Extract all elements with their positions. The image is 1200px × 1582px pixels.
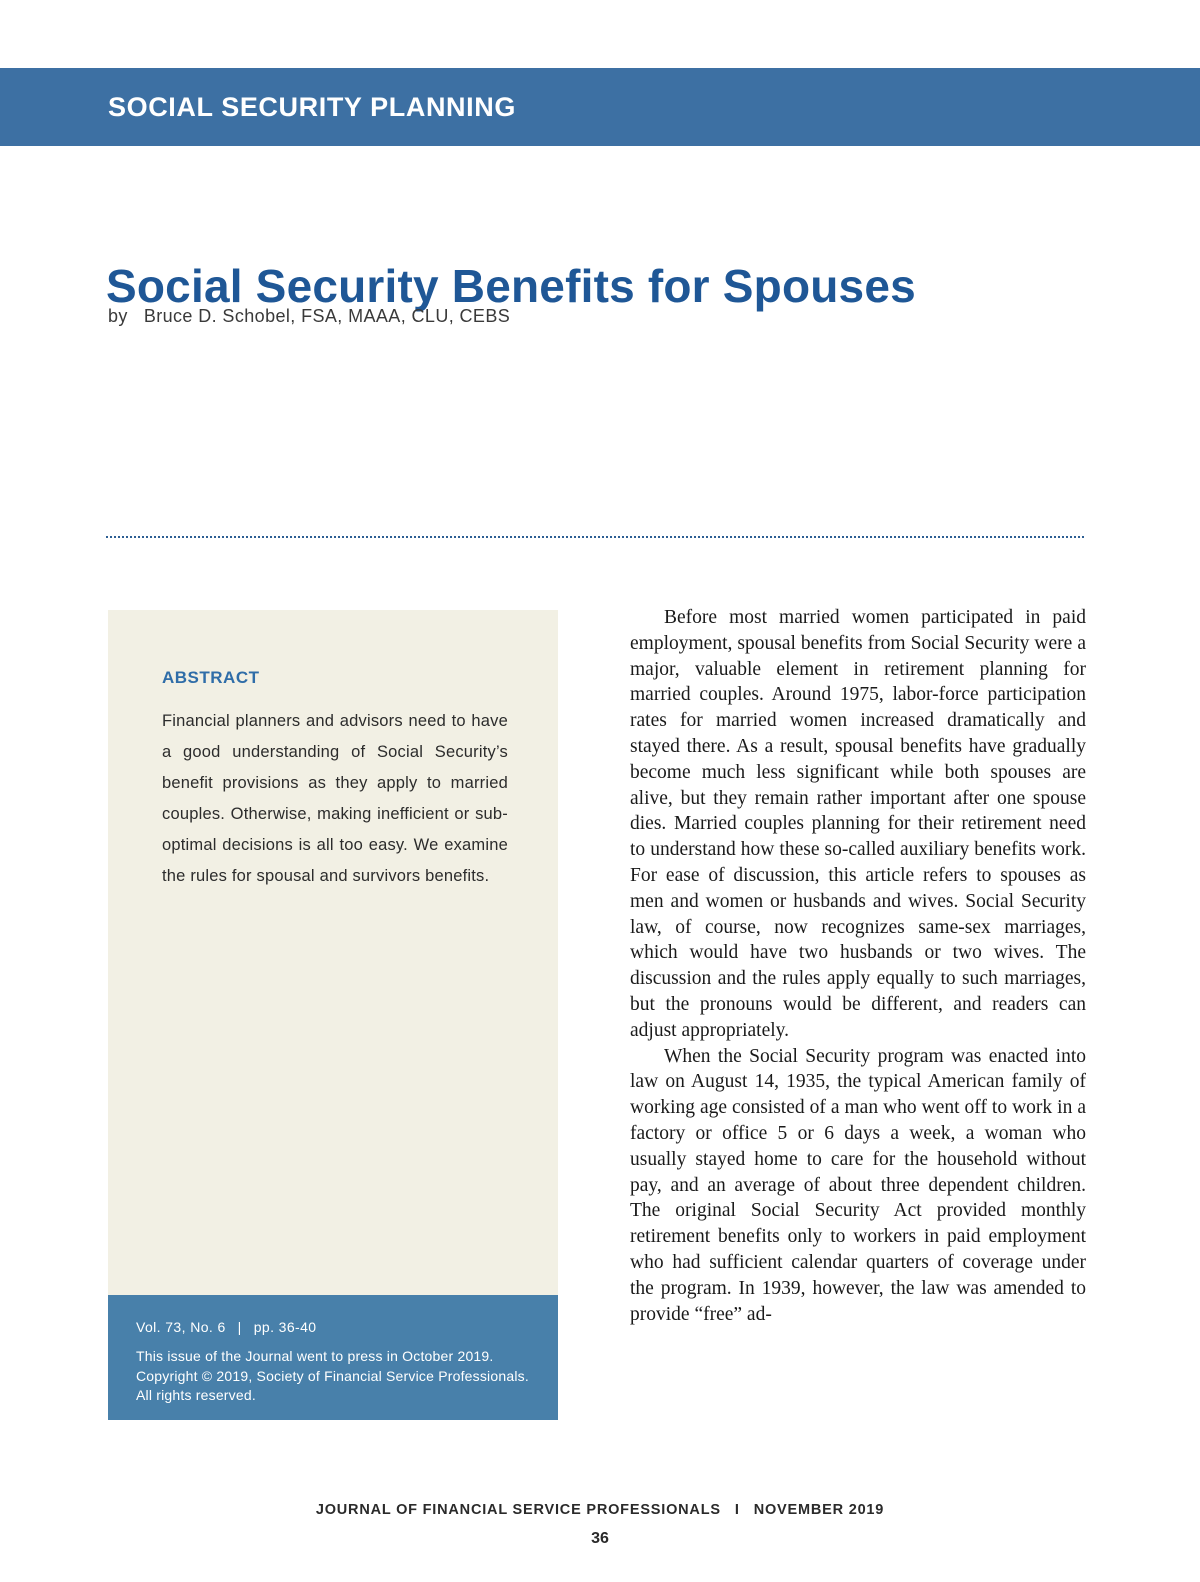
journal-footer [0, 1502, 1200, 1518]
issue-info-box [108, 1295, 558, 1420]
section-kicker-band [0, 68, 1200, 146]
abstract-text: Financial planners and advisors need to have a good understanding of Social Security’s benefit provisions as they apply to married couples. Otherwise, making inefficient or sub-optimal decisions is all too easy. We examine the rules for spousal and survivors benefits. [162, 712, 508, 885]
abstract-heading: ABSTRACT [162, 668, 260, 687]
page-number: 36 [591, 1530, 609, 1547]
abstract-box [108, 610, 558, 1295]
article-body [630, 605, 1086, 1327]
volume-number: Vol. 73, No. 6 [136, 1319, 226, 1335]
byline-author: Bruce D. Schobel, FSA, MAAA, CLU, CEBS [143, 306, 511, 326]
footer-date: NOVEMBER 2019 [753, 1502, 885, 1518]
dotted-divider [106, 536, 1084, 538]
byline [108, 306, 510, 327]
body-paragraph: Before most married women participated in paid employment, spousal benefits from Social Security were a major, valuable element in retirement planning for married couples. Around 1975, labor-force participation rates for married women increased dramatically and stayed there. As a result, spousal benefits have gradually become much less significant while both spouses are alive, but they remain rather important after one spouse dies. Married couples planning for their retirement need to understand how these so-called auxiliary benefits work. For ease of discussion, this article refers to spouses as men and women or husbands and wives. Social Security law, of course, now recognizes same-sex marriages, which would have two husbands or two wives. The discussion and the rules apply equally to such marriages, but the pronouns would be different, and readers can adjust appropriately. [630, 607, 1086, 1041]
page-range: pp. 36-40 [253, 1319, 317, 1335]
article-title: Social Security Benefits for Spouses [106, 259, 916, 312]
byline-prefix: by [108, 306, 128, 326]
volume-line [136, 1319, 532, 1335]
volume-separator: | [237, 1319, 242, 1335]
footer-journal-name: JOURNAL OF FINANCIAL SERVICE PROFESSIONALS [315, 1502, 721, 1518]
copyright-note: This issue of the Journal went to press in October 2019. Copyright © 2019, Society of Financial Service Professionals. All rights reserved. [136, 1348, 529, 1403]
body-paragraph: When the Social Security program was enacted into law on August 14, 1935, the typical American family of working age consisted of a man who went off to work in a factory or office 5 or 6 days a week, a woman who usually stayed home to care for the household without pay, and an average of about three dependent children. The original Social Security Act provided monthly retirement benefits only to workers in paid employment who had sufficient calendar quarters of coverage under the program. In 1939, however, the law was amended to provide “free” ad- [630, 1045, 1086, 1325]
footer-separator: I [734, 1502, 740, 1518]
section-kicker: SOCIAL SECURITY PLANNING [108, 91, 516, 122]
